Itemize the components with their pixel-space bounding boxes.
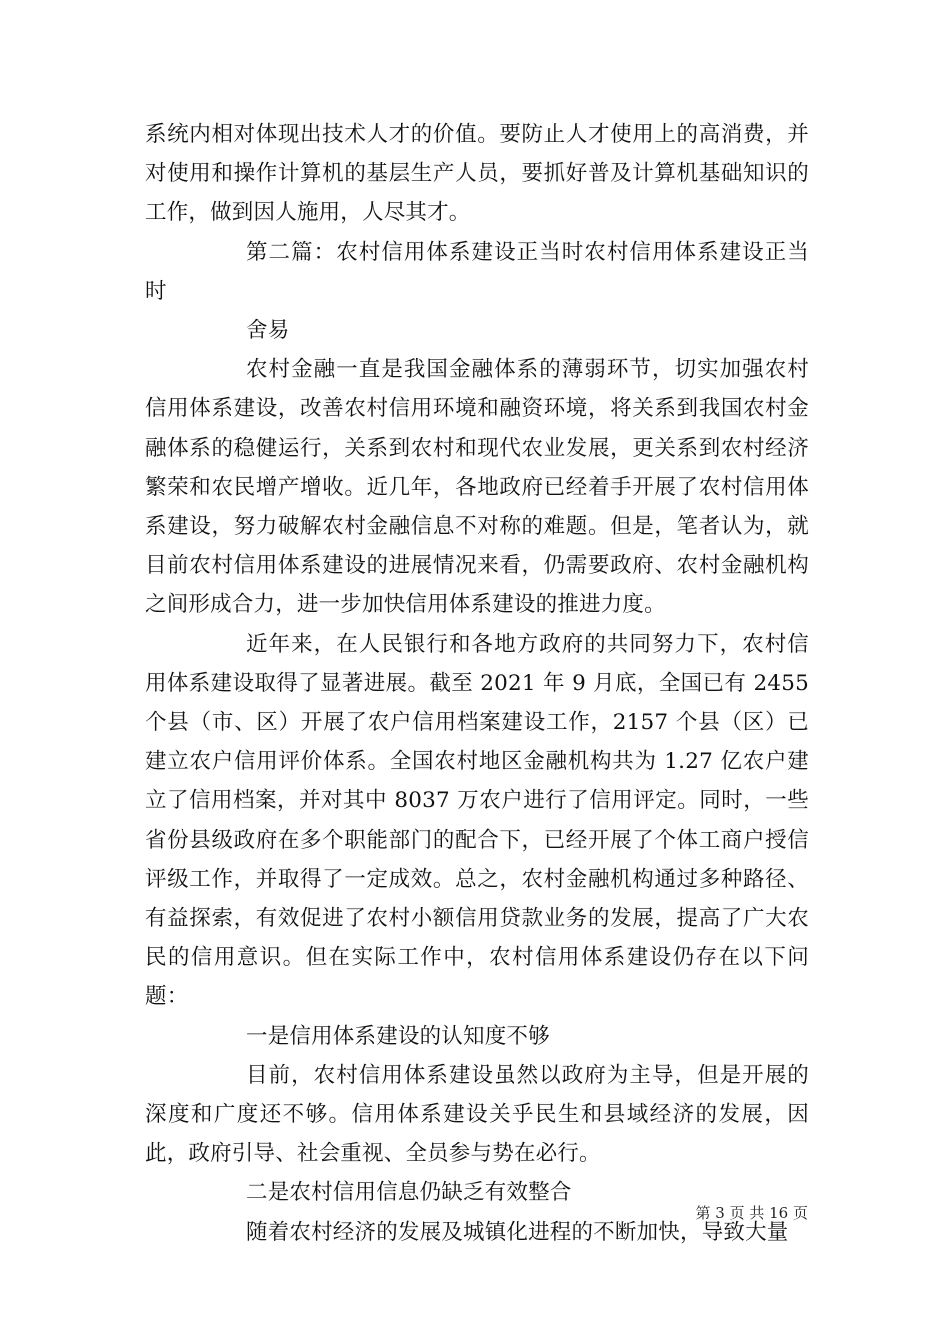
- paragraph-intro: 农村金融一直是我国金融体系的薄弱环节，切实加强农村信用体系建设，改善农村信用环境和融资环境，将关系到我国农村金融体系的稳健运行，关系到农村和现代农业发展，更关系到农村经济繁荣和农民增产增收。近几年，各地政府已经着手开展了农村信用体系建设，努力破解农村金融信息不对称的难题。但是，笔者认为，就目前农村信用体系建设的进展情况来看，仍需要政府、农村金融机构之间形成合力，进一步加快信用体系建设的推进力度。: [145, 357, 809, 618]
- paragraph-problem-one: 目前，农村信用体系建设虽然以政府为主导，但是开展的深度和广度还不够。信用体系建设关乎民生和县域经济的发展，因此，政府引导、社会重视、全员参与势在必行。: [145, 1062, 809, 1167]
- subheading-problem-one: 一是信用体系建设的认知度不够: [246, 1023, 550, 1049]
- document-body: [145, 115, 809, 1252]
- page-number-footer: 第 3 页 共 16 页: [695, 1204, 808, 1222]
- section-heading-second-article: 第二篇：农村信用体系建设正当时农村信用体系建设正当时: [145, 239, 809, 304]
- paragraph-progress: 近年来，在人民银行和各地方政府的共同努力下，农村信用体系建设取得了显著进展。截至 2021 年 9 月底，全国已有 2455个县（市、区）开展了农户信用档案建设工作，2157 个县（区）已建立农户信用评价体系。全国农村地区金融机构共为 1.27 亿农户建立了信用档案，并对其中 8037 万农户进行了信用评定。同时，一些省份县级政府在多个职能部门的配合下，已经开展了个体工商户授信评级工作，并取得了一定成效。总之，农村金融机构通过多种路径、有益探索，有效促进了农村小额信用贷款业务的发展，提高了广大农民的信用意识。但在实际工作中，农村信用体系建设仍存在以下问题：: [145, 631, 809, 1010]
- author-name: 舍易: [246, 318, 290, 344]
- paragraph-problem-two: 随着农村经济的发展及城镇化进程的不断加快，导致大量: [246, 1219, 789, 1245]
- subheading-problem-two: 二是农村信用信息仍缺乏有效整合: [246, 1180, 572, 1206]
- paragraph-1: 系统内相对体现出技术人才的价值。要防止人才使用上的高消费，并对使用和操作计算机的基层生产人员，要抓好普及计算机基础知识的工作，做到因人施用，人尽其才。: [145, 122, 809, 226]
